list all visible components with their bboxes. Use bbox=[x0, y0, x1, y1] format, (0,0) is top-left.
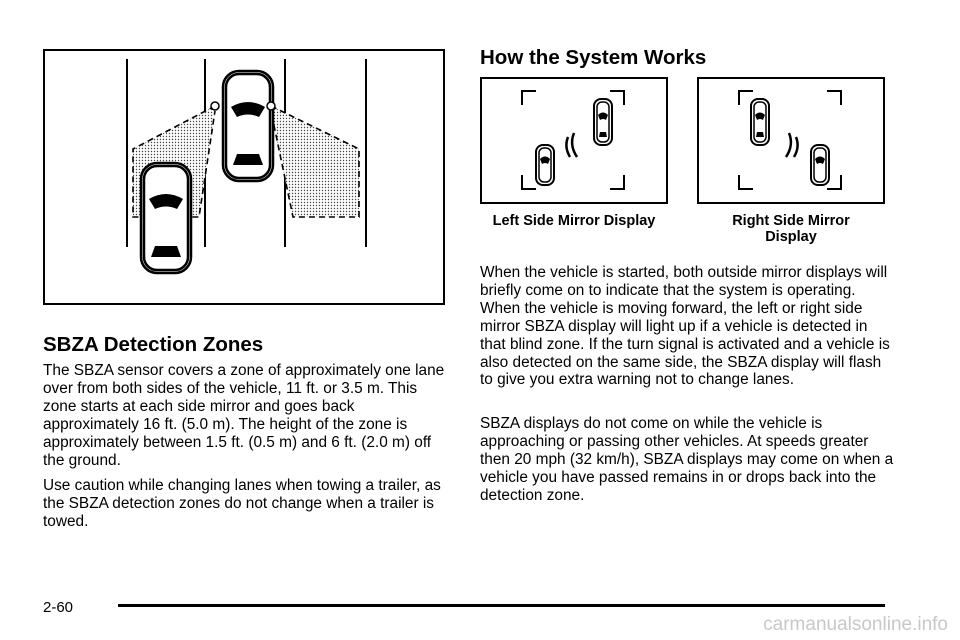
sbza-detection-zones-figure bbox=[43, 49, 445, 305]
left-mirror-display-illustration bbox=[482, 79, 666, 202]
sbza-detection-zones-heading: SBZA Detection Zones bbox=[43, 333, 264, 356]
alert-wave-icon bbox=[786, 133, 791, 157]
right-display-caption bbox=[697, 213, 885, 245]
watermark: carmanualsonline.info bbox=[763, 614, 948, 635]
left-display-caption: Left Side Mirror Display bbox=[492, 213, 656, 229]
display-behavior-paragraph: SBZA displays do not come on while the vehicle is approaching or passing other vehicles. At speeds greater then 20 mph (32 km/h), SBZA displays may come on when a vehicle you have passed remains in or drops back into the detection zone. bbox=[480, 415, 894, 504]
right-display-caption-line2: Display bbox=[765, 229, 817, 245]
detection-zones-illustration bbox=[45, 51, 443, 303]
towing-caution-paragraph: Use caution while changing lanes when towing a trailer, as the SBZA detection zones do not change when a trailer is towed. bbox=[43, 477, 441, 530]
footer-rule bbox=[118, 604, 885, 607]
alert-wave-icon bbox=[566, 137, 570, 157]
left-mirror-sensor bbox=[211, 102, 219, 110]
detection-zones-paragraph: The SBZA sensor covers a zone of approximately one lane over from both sides of the vehicle, 11 ft. or 3.5 m. This zone starts at each side mirror and goes back approximately 16 ft. (5.0 m). The height of the zone is approximately between 1.5 ft. (0.5 m) and 6 ft. (2.0 m) off the ground. bbox=[43, 362, 445, 469]
page-number: 2-60 bbox=[43, 599, 74, 616]
right-mirror-sensor bbox=[267, 102, 275, 110]
right-display-caption-line1: Right Side Mirror bbox=[732, 213, 850, 229]
left-side-mirror-display bbox=[480, 77, 668, 204]
system-operation-paragraph: When the vehicle is started, both outside mirror displays will briefly come on to indicate that the system is operating. When the vehicle is moving forward, the left or right side mirror SBZA display will light up if a vehicle is detected in that blind zone. If the turn signal is activated and a vehicle is also detected on the same side, the SBZA display will flash to give you extra warning not to change lanes. bbox=[480, 264, 890, 389]
right-mirror-display-illustration bbox=[699, 79, 883, 202]
right-side-mirror-display bbox=[697, 77, 885, 204]
how-system-works-heading: How the System Works bbox=[480, 46, 707, 69]
